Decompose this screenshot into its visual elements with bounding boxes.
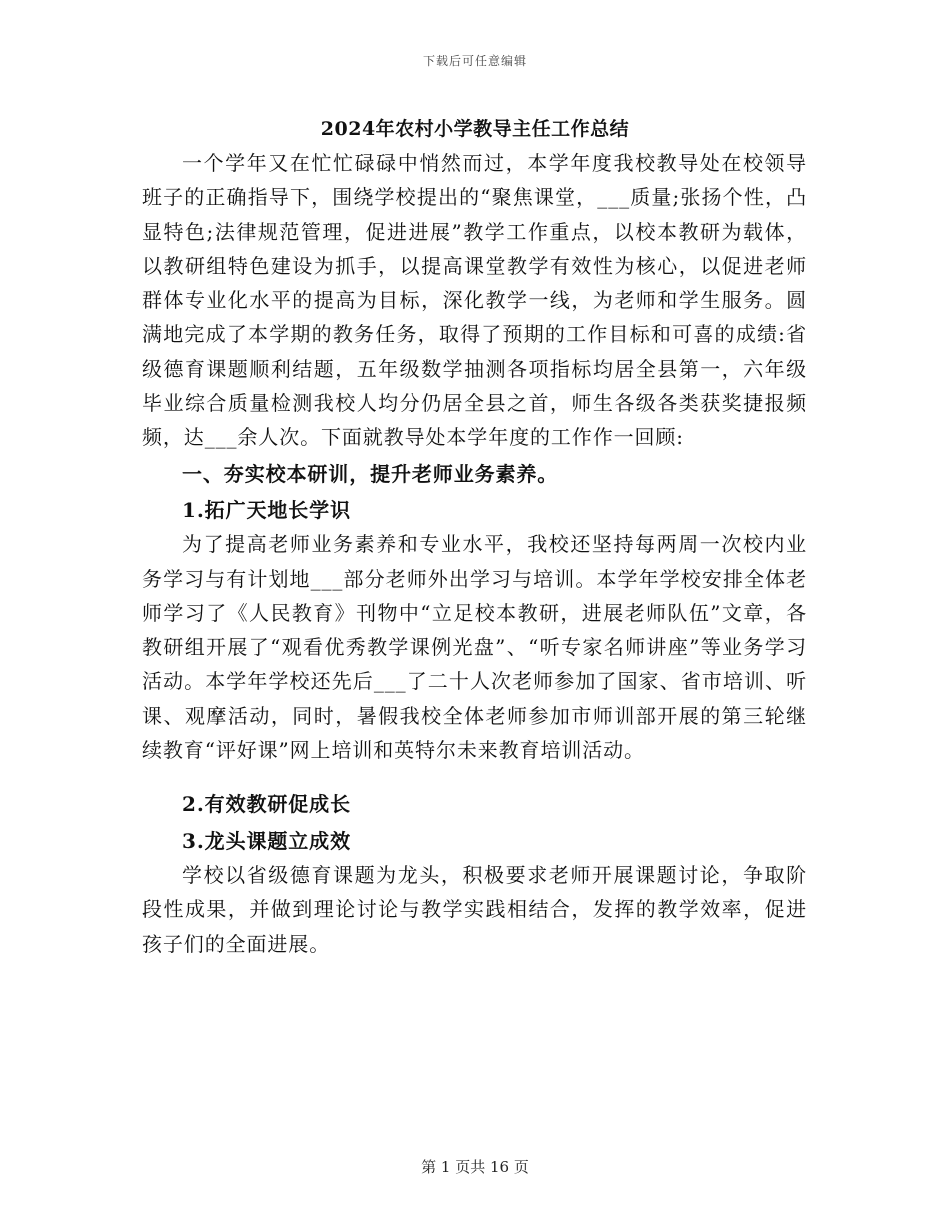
subsection-heading-2: 2.有效教研促成长 bbox=[182, 792, 351, 817]
page-header-note: 下载后可任意编辑 bbox=[422, 54, 527, 68]
intro-paragraph: 一个学年又在忙忙碌碌中悄然而过，本学年度我校教导处在校领导班子的正确指导下，围绕学校提出的“聚焦课堂，___质量;张扬个性，凸显特色;法律规范管理，促进进展”教学工作重点，以校本教研为载体，以教研组特色建设为抓手，以提高课堂教学有效性为核心，以促进老师群体专业化水平的提高为目标，深化教学一线，为老师和学生服务。圆满地完成了本学期的教务任务，取得了预期的工作目标和可喜的成绩:省级德育课题顺利结题，五年级数学抽测各项指标均居全县第一，六年级毕业综合质量检测我校人均分仍居全县之首，师生各级各类获奖捷报频频，达___余人次。下面就教导处本学年度的工作作一回顾: bbox=[142, 151, 807, 450]
body-paragraph-2: 学校以省级德育课题为龙头，积极要求老师开展课题讨论，争取阶段性成果，并做到理论讨论与教学实践相结合，发挥的教学效率，促进孩子们的全面进展。 bbox=[142, 862, 807, 956]
document-body bbox=[142, 146, 807, 961]
subsection-heading-1: 1.拓广天地长学识 bbox=[182, 497, 351, 522]
section-heading-1: 一、夯实校本研训，提升老师业务素养。 bbox=[182, 461, 559, 486]
subsection-heading-3: 3.龙头课题立成效 bbox=[182, 828, 351, 853]
body-paragraph-1: 为了提高老师业务素养和专业水平，我校还坚持每两周一次校内业务学习与有计划地___部分老师外出学习与培训。本学年学校安排全体老师学习了《人民教育》刊物中“立足校本教研，进展老师队伍”文章，各教研组开展了“观看优秀教学课例光盘”、“听专家名师讲座”等业务学习活动。本学年学校还先后___了二十人次老师参加了国家、省市培训、听课、观摩活动，同时，暑假我校全体老师参加市师训部开展的第三轮继续教育“评好课”网上培训和英特尔未来教育培训活动。 bbox=[142, 532, 807, 763]
document-title: 2024年农村小学教导主任工作总结 bbox=[320, 118, 630, 140]
page-number: 第 1 页共 16 页 bbox=[421, 1158, 529, 1176]
